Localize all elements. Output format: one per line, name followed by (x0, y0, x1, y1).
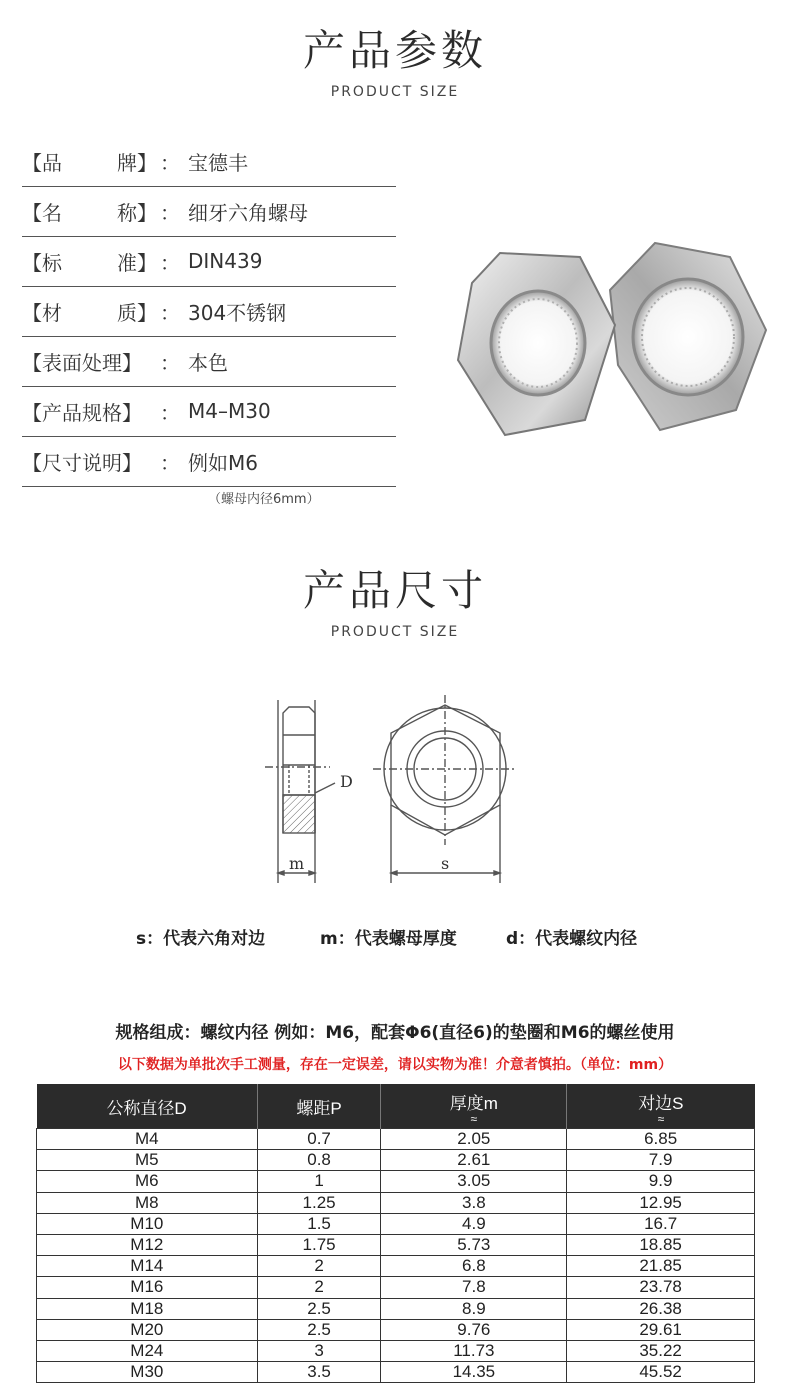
table-cell: 4.9 (381, 1213, 567, 1234)
table-cell: M4 (37, 1129, 258, 1150)
spec-row-size-range (22, 386, 396, 437)
hex-nut-back (610, 243, 766, 430)
spec-separator: ： (160, 300, 180, 325)
spec-separator: ： (160, 350, 180, 375)
table-cell: 2.05 (381, 1129, 567, 1150)
spec-composition-text: 规格组成：螺纹内径 例如：M6，配套Φ6(直径6)的垫圈和M6的螺丝使用 (115, 1023, 675, 1043)
table-cell: M24 (37, 1340, 258, 1361)
table-row (37, 1319, 755, 1340)
spec-separator: ： (160, 250, 180, 275)
spec-label: 【材 质】 (22, 300, 157, 325)
table-cell: 2 (257, 1256, 381, 1277)
spec-separator: ： (160, 400, 180, 425)
table-row (37, 1277, 755, 1298)
legend-m: m：代表螺母厚度 (320, 929, 457, 949)
size-table (36, 1084, 755, 1383)
table-row (37, 1362, 755, 1383)
header-thickness: 厚度m ≈ (381, 1084, 567, 1129)
measurement-warning: 以下数据为单批次手工测量，存在一定误差，请以实物为准！介意者慎拍。（单位：mm） (117, 1057, 673, 1073)
table-cell: 7.8 (381, 1277, 567, 1298)
product-photo (440, 235, 776, 445)
section-title: 产品参数 (302, 26, 487, 75)
table-cell: 3.8 (381, 1192, 567, 1213)
table-cell: 6.85 (567, 1129, 755, 1150)
spec-value: 细牙六角螺母 (188, 200, 308, 225)
spec-row-name (22, 186, 396, 237)
table-row (37, 1129, 755, 1150)
table-cell: 5.73 (381, 1234, 567, 1255)
spec-label: 【产品规格】 (22, 400, 142, 425)
table-cell: M14 (37, 1256, 258, 1277)
table-row (37, 1234, 755, 1255)
table-cell: 3.05 (381, 1171, 567, 1192)
spec-value: M4–M30 (188, 399, 271, 423)
table-cell: 0.8 (257, 1150, 381, 1171)
table-cell: 11.73 (381, 1340, 567, 1361)
label-d: D (340, 772, 353, 791)
spec-separator: ： (160, 200, 180, 225)
spec-row-brand (22, 136, 396, 187)
table-cell: M5 (37, 1150, 258, 1171)
spec-value: 304不锈钢 (188, 300, 287, 325)
table-cell: 3.5 (257, 1362, 381, 1383)
table-cell: 1.75 (257, 1234, 381, 1255)
label-m: m (289, 854, 305, 873)
legend-d: d：代表螺纹内径 (506, 929, 638, 949)
header-pitch: 螺距P (257, 1084, 381, 1129)
table-row (37, 1256, 755, 1277)
table-cell: 1.5 (257, 1213, 381, 1234)
table-row (37, 1192, 755, 1213)
table-cell: 7.9 (567, 1150, 755, 1171)
label-s: s (441, 854, 450, 873)
spec-row-size-note (22, 436, 396, 487)
section-subtitle: PRODUCT SIZE (330, 624, 460, 640)
spec-label: 【标 准】 (22, 250, 157, 275)
spec-label: 【品 牌】 (22, 150, 157, 175)
spec-value: DIN439 (188, 249, 263, 273)
table-cell: 1 (257, 1171, 381, 1192)
spec-row-standard (22, 236, 396, 287)
table-cell: M16 (37, 1277, 258, 1298)
table-cell: 2.5 (257, 1298, 381, 1319)
nut-dimension-diagram (265, 695, 515, 890)
table-cell: M6 (37, 1171, 258, 1192)
table-row (37, 1340, 755, 1361)
table-cell: 12.95 (567, 1192, 755, 1213)
legend-s: s：代表六角对边 (136, 929, 266, 949)
table-cell: 6.8 (381, 1256, 567, 1277)
table-header-row (37, 1084, 755, 1129)
table-cell: M30 (37, 1362, 258, 1383)
table-cell: 16.7 (567, 1213, 755, 1234)
table-cell: M18 (37, 1298, 258, 1319)
spec-value: 宝德丰 (188, 150, 248, 175)
table-cell: 9.76 (381, 1319, 567, 1340)
spec-label: 【尺寸说明】 (22, 450, 142, 475)
table-cell: 35.22 (567, 1340, 755, 1361)
header-diameter: 公称直径D (37, 1084, 258, 1129)
section-title: 产品尺寸 (302, 566, 487, 615)
table-cell: 3 (257, 1340, 381, 1361)
section-heading-size (0, 558, 790, 640)
table-cell: 14.35 (381, 1362, 567, 1383)
spec-label: 【表面处理】 (22, 350, 142, 375)
table-cell: M10 (37, 1213, 258, 1234)
spec-separator: ： (160, 450, 180, 475)
spec-note: （螺母内径6mm） (208, 492, 320, 507)
table-row (37, 1150, 755, 1171)
spec-row-surface (22, 336, 396, 387)
table-cell: 1.25 (257, 1192, 381, 1213)
table-cell: 2 (257, 1277, 381, 1298)
table-cell: M12 (37, 1234, 258, 1255)
spec-value: 本色 (188, 350, 228, 375)
table-cell: M8 (37, 1192, 258, 1213)
table-cell: 45.52 (567, 1362, 755, 1383)
hex-nut-front (458, 253, 615, 435)
table-cell: 21.85 (567, 1256, 755, 1277)
table-cell: 23.78 (567, 1277, 755, 1298)
spec-label: 【名 称】 (22, 200, 157, 225)
table-cell: 9.9 (567, 1171, 755, 1192)
table-cell: 18.85 (567, 1234, 755, 1255)
table-row (37, 1171, 755, 1192)
table-cell: 29.61 (567, 1319, 755, 1340)
table-cell: 8.9 (381, 1298, 567, 1319)
table-row (37, 1213, 755, 1234)
section-heading-params (0, 18, 790, 100)
table-cell: 2.61 (381, 1150, 567, 1171)
table-row (37, 1298, 755, 1319)
table-cell: 0.7 (257, 1129, 381, 1150)
table-cell: M20 (37, 1319, 258, 1340)
table-cell: 2.5 (257, 1319, 381, 1340)
section-subtitle: PRODUCT SIZE (330, 84, 460, 100)
spec-value: 例如M6 (188, 450, 258, 475)
table-cell: 26.38 (567, 1298, 755, 1319)
header-across-flats: 对边S ≈ (567, 1084, 755, 1129)
spec-row-material (22, 286, 396, 337)
spec-separator: ： (160, 150, 180, 175)
